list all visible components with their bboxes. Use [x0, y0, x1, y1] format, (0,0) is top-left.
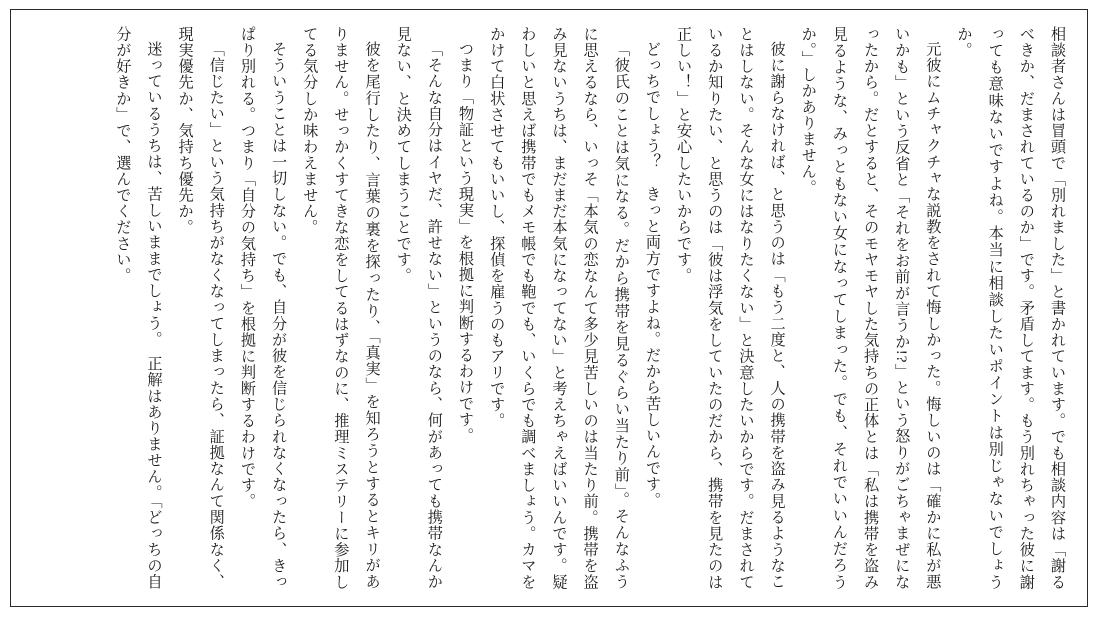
- vertical-text-body: [25, 26, 1073, 590]
- document-frame: [10, 9, 1088, 607]
- paragraph: 相談者さんは冒頭で「別れました」と書かれています。でも相談内容は「謝るべきか、だまされているのか」です。矛盾してます。もう別れちゃった彼に謝っても意味ないですよね。本当に相談したいポイントは別じゃないでしょうか。: [955, 26, 1066, 590]
- paragraph: 迷っているうちは、苦しいままでしょう。 正解はありません。「どっちの自分が好きか」で、選んでください。: [114, 26, 163, 590]
- paragraph: どっちでしょう？ きっと両方ですよね。だから苦しいんです。: [643, 41, 661, 509]
- paragraph: そういうことは一切しない。でも、自分が彼を信じられなくなったら、きっぱり別れる。つまり「自分の気持ち」を根拠に判断するわけです。: [238, 26, 288, 590]
- paragraph: 「信じたい」という気持ちがなくなってしまったら、証拠なんて関係なく、現実優先か、気持ち優先か。: [176, 26, 225, 590]
- paragraph: つまり「物証という現実」を根拠に判断するわけです。: [457, 41, 475, 444]
- paragraph: 彼に謝らなければ、と思うのは「もう二度と、人の携帯を盗み見るようなことはしない。そんな女にはなりたくない」と決意したいからです。だまされているか知りたい、と思うのは「彼は浮気をしていたのだから、携帯を見たのは正しい！」と安心したいからです。: [675, 26, 786, 590]
- paragraph: 元彼にムチャクチャな説教をされて悔しかった。悔しいのは「確かに私が悪いかも」という反省と「それをお前が言うか!?」という怒りがごちゃまぜになったから。だとすると、そのモヤモヤした気持ちの正体とは「私は携帯を盗み見るような、みっともない女になってしまった。でも、それでいいんだろうか。」しかありません。: [799, 26, 942, 590]
- paragraph: 「そんな自分はイヤだ、許せない」というのなら、何があっても携帯なんか見ない、と決めてしまうことです。: [394, 26, 443, 590]
- paragraph: 彼を尾行したり、言葉の裏を探ったり、「真実」を知ろうとするとキリがありません。せっかくすてきな恋をしてるはずなのに、推理ミステリーに参加してる気分しか味わえません。: [301, 26, 381, 590]
- paragraph: 「彼氏のことは気になる。だから携帯を見るぐらい当たり前」。そんなふうに思えるなら、いっそ「本気の恋なんて多少見苦しいのは当たり前。携帯を盗み見ないうちは、まだまだ本気になってない」と考えちゃえばいいんです。疑わしいと思えば携帯でもメモ帳でも鞄でも、いくらでも調べましょう。カマをかけて白状させてもいいし、探偵を雇うのもアリです。: [488, 26, 630, 590]
